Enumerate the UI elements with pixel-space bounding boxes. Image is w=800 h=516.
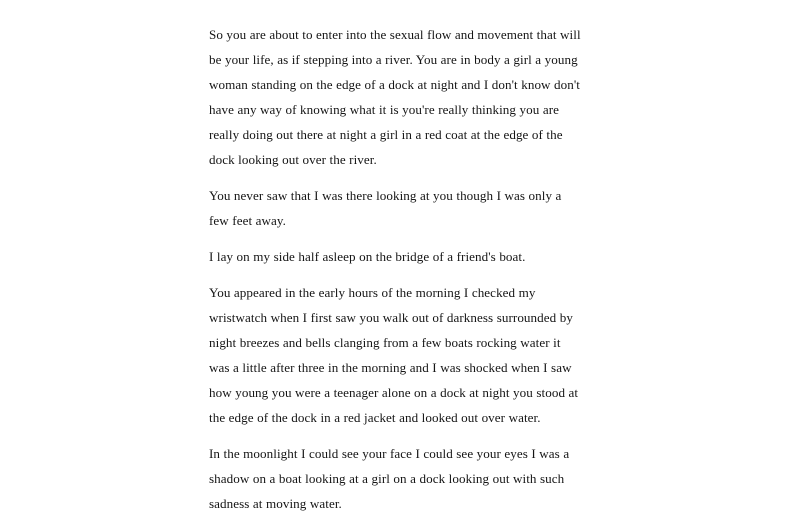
body-paragraph-2: You never saw that I was there looking at you though I was only a few feet away.	[209, 188, 562, 228]
body-paragraph-1: So you are about to enter into the sexual flow and movement that will be your life, as if stepping into a river. You are in body a girl a young woman standing on the edge of a dock at night and I don't know don't have any way of knowing what it is you're really thinking you are really doing out there at night a girl in a red coat at the edge of the dock looking out over the river.	[209, 27, 581, 167]
body-paragraph-5: In the moonlight I could see your face I could see your eyes I was a shadow on a boat looking at a girl on a dock looking out with such sadness at moving water.	[209, 446, 570, 511]
body-paragraph-4: You appeared in the early hours of the morning I checked my wristwatch when I first saw you walk out of darkness surrounded by night breezes and bells clanging from a few boats rocking water it was a little after three in the morning and I was shocked when I saw how young you were a teenager alone on a dock at night you stood at the edge of the dock in a red jacket and looked out over water.	[209, 285, 579, 425]
body-paragraph-3: I lay on my side half asleep on the bridge of a friend's boat.	[209, 249, 526, 264]
prose-text-column	[209, 22, 581, 516]
